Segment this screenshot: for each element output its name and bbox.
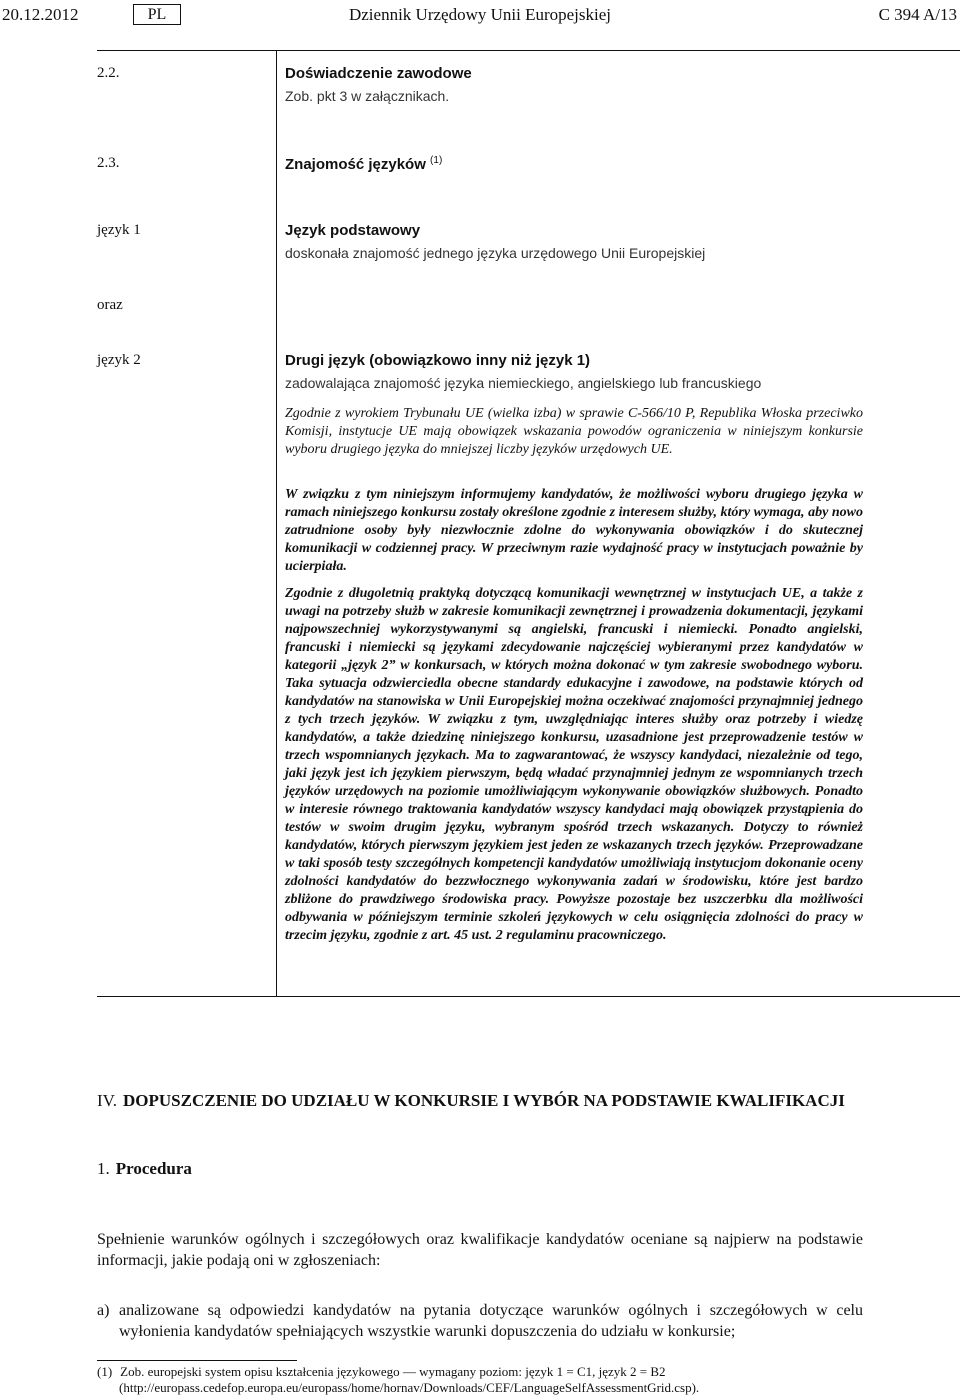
section-title-2-3-text: Znajomość języków (285, 156, 426, 173)
section-4-heading (97, 1091, 845, 1111)
journal-reference: C 394 A/13 (878, 5, 957, 24)
item-a-label: a) (97, 1302, 110, 1319)
section-number-2-3: 2.3. (97, 155, 120, 171)
judgment-paragraph: Zgodnie z wyrokiem Trybunału UE (wielka izba) w sprawie C-566/10 P, Republika Włoska przeciwko Komisji, instytucje UE mają obowiązek wskazania powodów ograniczenia w niniejszym konkursie wyboru drugiego języka do mniejszej liczby języków urzędowych UE. (285, 406, 863, 457)
language-2-title: Drugi język (obowiązkowo inny niż język 1) (285, 352, 591, 369)
footnote-line-1: Zob. europejski system opisu kształcenia językowego — wymagany poziom: język 1 = C1, język 2 = B2 (120, 1364, 666, 1379)
footnote-1 (97, 1364, 897, 1396)
header-rule (97, 50, 960, 51)
language-2-label: język 2 (97, 352, 141, 368)
page-header (0, 2, 960, 28)
section-text-2-2: Zob. pkt 3 w załącznikach. (285, 88, 450, 104)
procedure-number: 1. (97, 1159, 110, 1178)
table-bottom-rule (97, 996, 960, 997)
language-1-title: Język podstawowy (285, 222, 421, 239)
item-a-text: analizowane są odpowiedzi kandydatów na pytania dotyczące warunków ogólnych i szczegółowych w celu wyłonienia kandydatów spełniających wszystkie warunki dopuszczenia do udziału w konkursie; (119, 1302, 863, 1340)
footnote-mark: (1) (97, 1364, 113, 1379)
section-4-title: DOPUSZCZENIE DO UDZIAŁU W KONKURSIE I WYBÓR NA PODSTAWIE KWALIFIKACJI (123, 1091, 845, 1110)
footnote-link[interactable]: (http://europass.cedefop.europa.eu/europass/home/hornav/Downloads/CEF/LanguageSelfAssessmentGrid.csp). (119, 1380, 700, 1395)
footnote-rule (97, 1360, 297, 1361)
section-title-2-3 (285, 155, 442, 173)
language-1-label: język 1 (97, 222, 141, 238)
procedure-intro: Spełnienie warunków ogólnych i szczegółowych oraz kwalifikacje kandydatów oceniane są najpierw na podstawie informacji, jakie podają oni w zgłoszeniach: (97, 1231, 863, 1269)
language-code-box: PL (133, 4, 181, 25)
section-title-2-2: Doświadczenie zawodowe (285, 65, 472, 82)
journal-title: Dziennik Urzędowy Unii Europejskiej (348, 5, 611, 24)
justification-paragraph-1: W związku z tym niniejszym informujemy kandydatów, że możliwości wyboru drugiego języka w ramach niniejszego konkursu zostały określone zgodnie z interesem służby, który wymaga, aby nowo zatrudnione osoby były niezwłocznie zdolne do wykonywania obowiązków i do skutecznej komunikacji w codziennej pracy. W przeciwnym razie wydajność pracy w instytucjach poważnie by ucierpiała. (285, 487, 863, 574)
footnote-ref-1[interactable]: (1) (430, 155, 443, 166)
procedure-title: Procedura (115, 1159, 192, 1178)
oraz-label: oraz (97, 297, 123, 313)
justification-paragraph-2: Zgodnie z długoletnią praktyką dotyczącą komunikacji wewnętrznej w instytucjach UE, a także z uwagi na potrzeby służb w zakresie komunikacji zewnętrznej i prowadzenia dokumentacji, językami najpowszechniej wykorzystywanymi są angielski, francuski i niemiecki. Ponadto angielski, francuski i niemiecki są językami zdecydowanie najczęściej wybieranymi przez kandydatów w kategorii „język 2” w konkursach, w których można dokonać w tym zakresie swobodnego wyboru. Taka sytuacja odzwierciedla obecne standardy edukacyjne i zawodowe, na podstawie których od kandydatów na stanowiska w Unii Europejskiej można oczekiwać znajomości przynajmniej jednego z tych trzech języków. W związku z tym, uwzględniając interes służby oraz potrzeby i wiedzę kandydatów, a także dziedzinę niniejszego konkursu, uzasadnione jest przeprowadzenie testów w trzech wspomnianych językach. Ma to zagwarantować, że wszyscy kandydaci, niezależnie od tego, jaki język jest ich językiem pierwszym, będą władać przynajmniej jednym ze wspomnianych trzech języków urzędowych na poziomie umożliwiającym wykonywanie obowiązków służbowych. Ponadto w interesie równego traktowania kandydatów wszyscy kandydaci mają obowiązek przystąpienia do testów w swoim drugim języku, wybranym spośród trzech wskazanych. Dotyczy to również kandydatów, których pierwszym językiem jest jeden ze wskazanych trzech języków. Przeprowadzane w taki sposób testy szczegółnych kompetencji kandydatów umożliwiają instytucjom dokonanie oceny zdolności kandydatów do bezzwłocznego wykonywania zadań w środowisku, które jest bardzo zbliżone do prawdziwego środowiska pracy. Powyższe pozostaje bez uszczerbku dla możliwości odbywania w późniejszym terminie szkoleń językowych w celu osiągnięcia zdolności do pracy w trzecim języku, zgodnie z art. 45 ust. 2 regulaminu pracowniczego. (285, 586, 863, 943)
procedure-item-a (97, 1300, 863, 1342)
publication-date: 20.12.2012 (2, 5, 79, 24)
section-4-number: IV. (97, 1091, 117, 1110)
language-1-text: doskonała znajomość jednego języka urzędowego Unii Europejskiej (285, 245, 706, 261)
procedure-heading (97, 1159, 192, 1179)
language-2-text: zadowalająca znajomość języka niemieckiego, angielskiego lub francuskiego (285, 375, 762, 391)
table-column-divider (276, 51, 277, 996)
section-number-2-2: 2.2. (97, 65, 120, 81)
